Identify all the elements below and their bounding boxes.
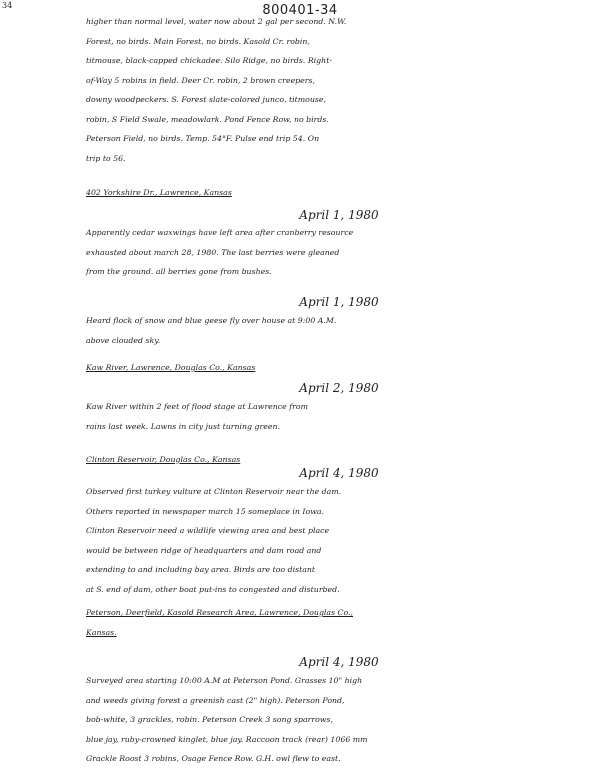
text-line: Surveyed area starting 10:00 A.M at Peterson Pond. Grasses 10" high xyxy=(86,676,363,685)
text-line: above clouded sky. xyxy=(86,335,161,345)
text-line: Forest, no birds. Main Forest, no birds. Kasold Cr. robin, xyxy=(86,36,310,46)
text-line: Apparently cedar waxwings have left area after cranberry resource xyxy=(86,228,354,237)
text-line: Kaw River within 2 feet of flood stage at Lawrence from xyxy=(86,402,308,411)
location-line: Kansas. xyxy=(86,627,117,637)
text-line: extending to and including bay area. Birds are too distant xyxy=(86,565,316,574)
continuation-paragraph xyxy=(86,12,592,168)
entry-body xyxy=(86,311,592,350)
location-line: Peterson, Deerfield, Kasold Research Area, Lawrence, Douglas Co., xyxy=(86,608,354,617)
entry-body xyxy=(86,397,592,436)
text-line: Grackle Roost 3 robins, Osage Fence Row. G.H. owl flew to east. xyxy=(86,754,341,763)
entry-body xyxy=(86,482,592,599)
text-line: Peterson Field, no birds. Temp. 54°F. Pulse end trip 54. On xyxy=(86,134,320,143)
text-line: rains last week. Lawns in city just turning green. xyxy=(86,421,280,431)
text-line: would be between ridge of headquarters and dam road and xyxy=(86,545,322,555)
entry-location: Kaw River, Lawrence, Douglas Co., Kansas xyxy=(86,363,256,372)
entry-date: April 1, 1980 xyxy=(299,295,379,309)
text-line: Observed first turkey vulture at Clinton Reservoir near the dam. xyxy=(86,487,342,496)
page-corner-number: 34 xyxy=(2,1,13,10)
text-line: higher than normal level, water now about 2 gal per second. N.W. xyxy=(86,17,347,26)
text-line: of-Way 5 robins in field. Deer Cr. robin, 2 brown creepers, xyxy=(86,75,315,85)
text-line: Clinton Reservoir need a wildlife viewing area and best place xyxy=(86,526,330,535)
entry-date: April 1, 1980 xyxy=(299,208,379,222)
entry-date: April 4, 1980 xyxy=(299,655,379,669)
text-line: and weeds giving forest a greenish cast (2" high). Peterson Pond, xyxy=(86,695,345,705)
text-line: trip to 56. xyxy=(86,153,126,163)
text-line: robin, S Field Swale, meadowlark. Pond Fence Row, no birds. xyxy=(86,114,329,124)
text-line: downy woodpeckers. S. Forest slate-colored junco, titmouse, xyxy=(86,95,326,104)
document-id: 800401-34 xyxy=(262,3,338,18)
entry-date: April 4, 1980 xyxy=(299,466,379,480)
text-line: from the ground. all berries gone from bushes. xyxy=(86,267,272,276)
text-line: blue jay, ruby-crowned kinglet, blue jay. Raccoon track (rear) 1066 mm xyxy=(86,734,368,744)
text-line: Others reported in newspaper march 15 someplace in Iowa. xyxy=(86,506,324,516)
text-line: Heard flock of snow and blue geese fly over house at 9:00 A.M. xyxy=(86,316,337,325)
entry-body xyxy=(86,671,592,769)
entry-date: April 2, 1980 xyxy=(299,381,379,395)
entry-body xyxy=(86,223,592,282)
entry-location: 402 Yorkshire Dr., Lawrence, Kansas xyxy=(86,188,232,197)
entry-location xyxy=(86,603,592,642)
text-line: titmouse, black-capped chickadee. Silo Ridge, no birds. Right- xyxy=(86,56,332,65)
text-line: at S. end of dam, other boat put-ins to congested and disturbed. xyxy=(86,584,340,594)
text-line: bob-white, 3 grackles, robin. Peterson Creek 3 song sparrows, xyxy=(86,715,333,724)
text-line: exhausted about march 28, 1980. The last berries were gleaned xyxy=(86,247,340,257)
entry-location: Clinton Reservoir, Douglas Co., Kansas xyxy=(86,455,241,464)
